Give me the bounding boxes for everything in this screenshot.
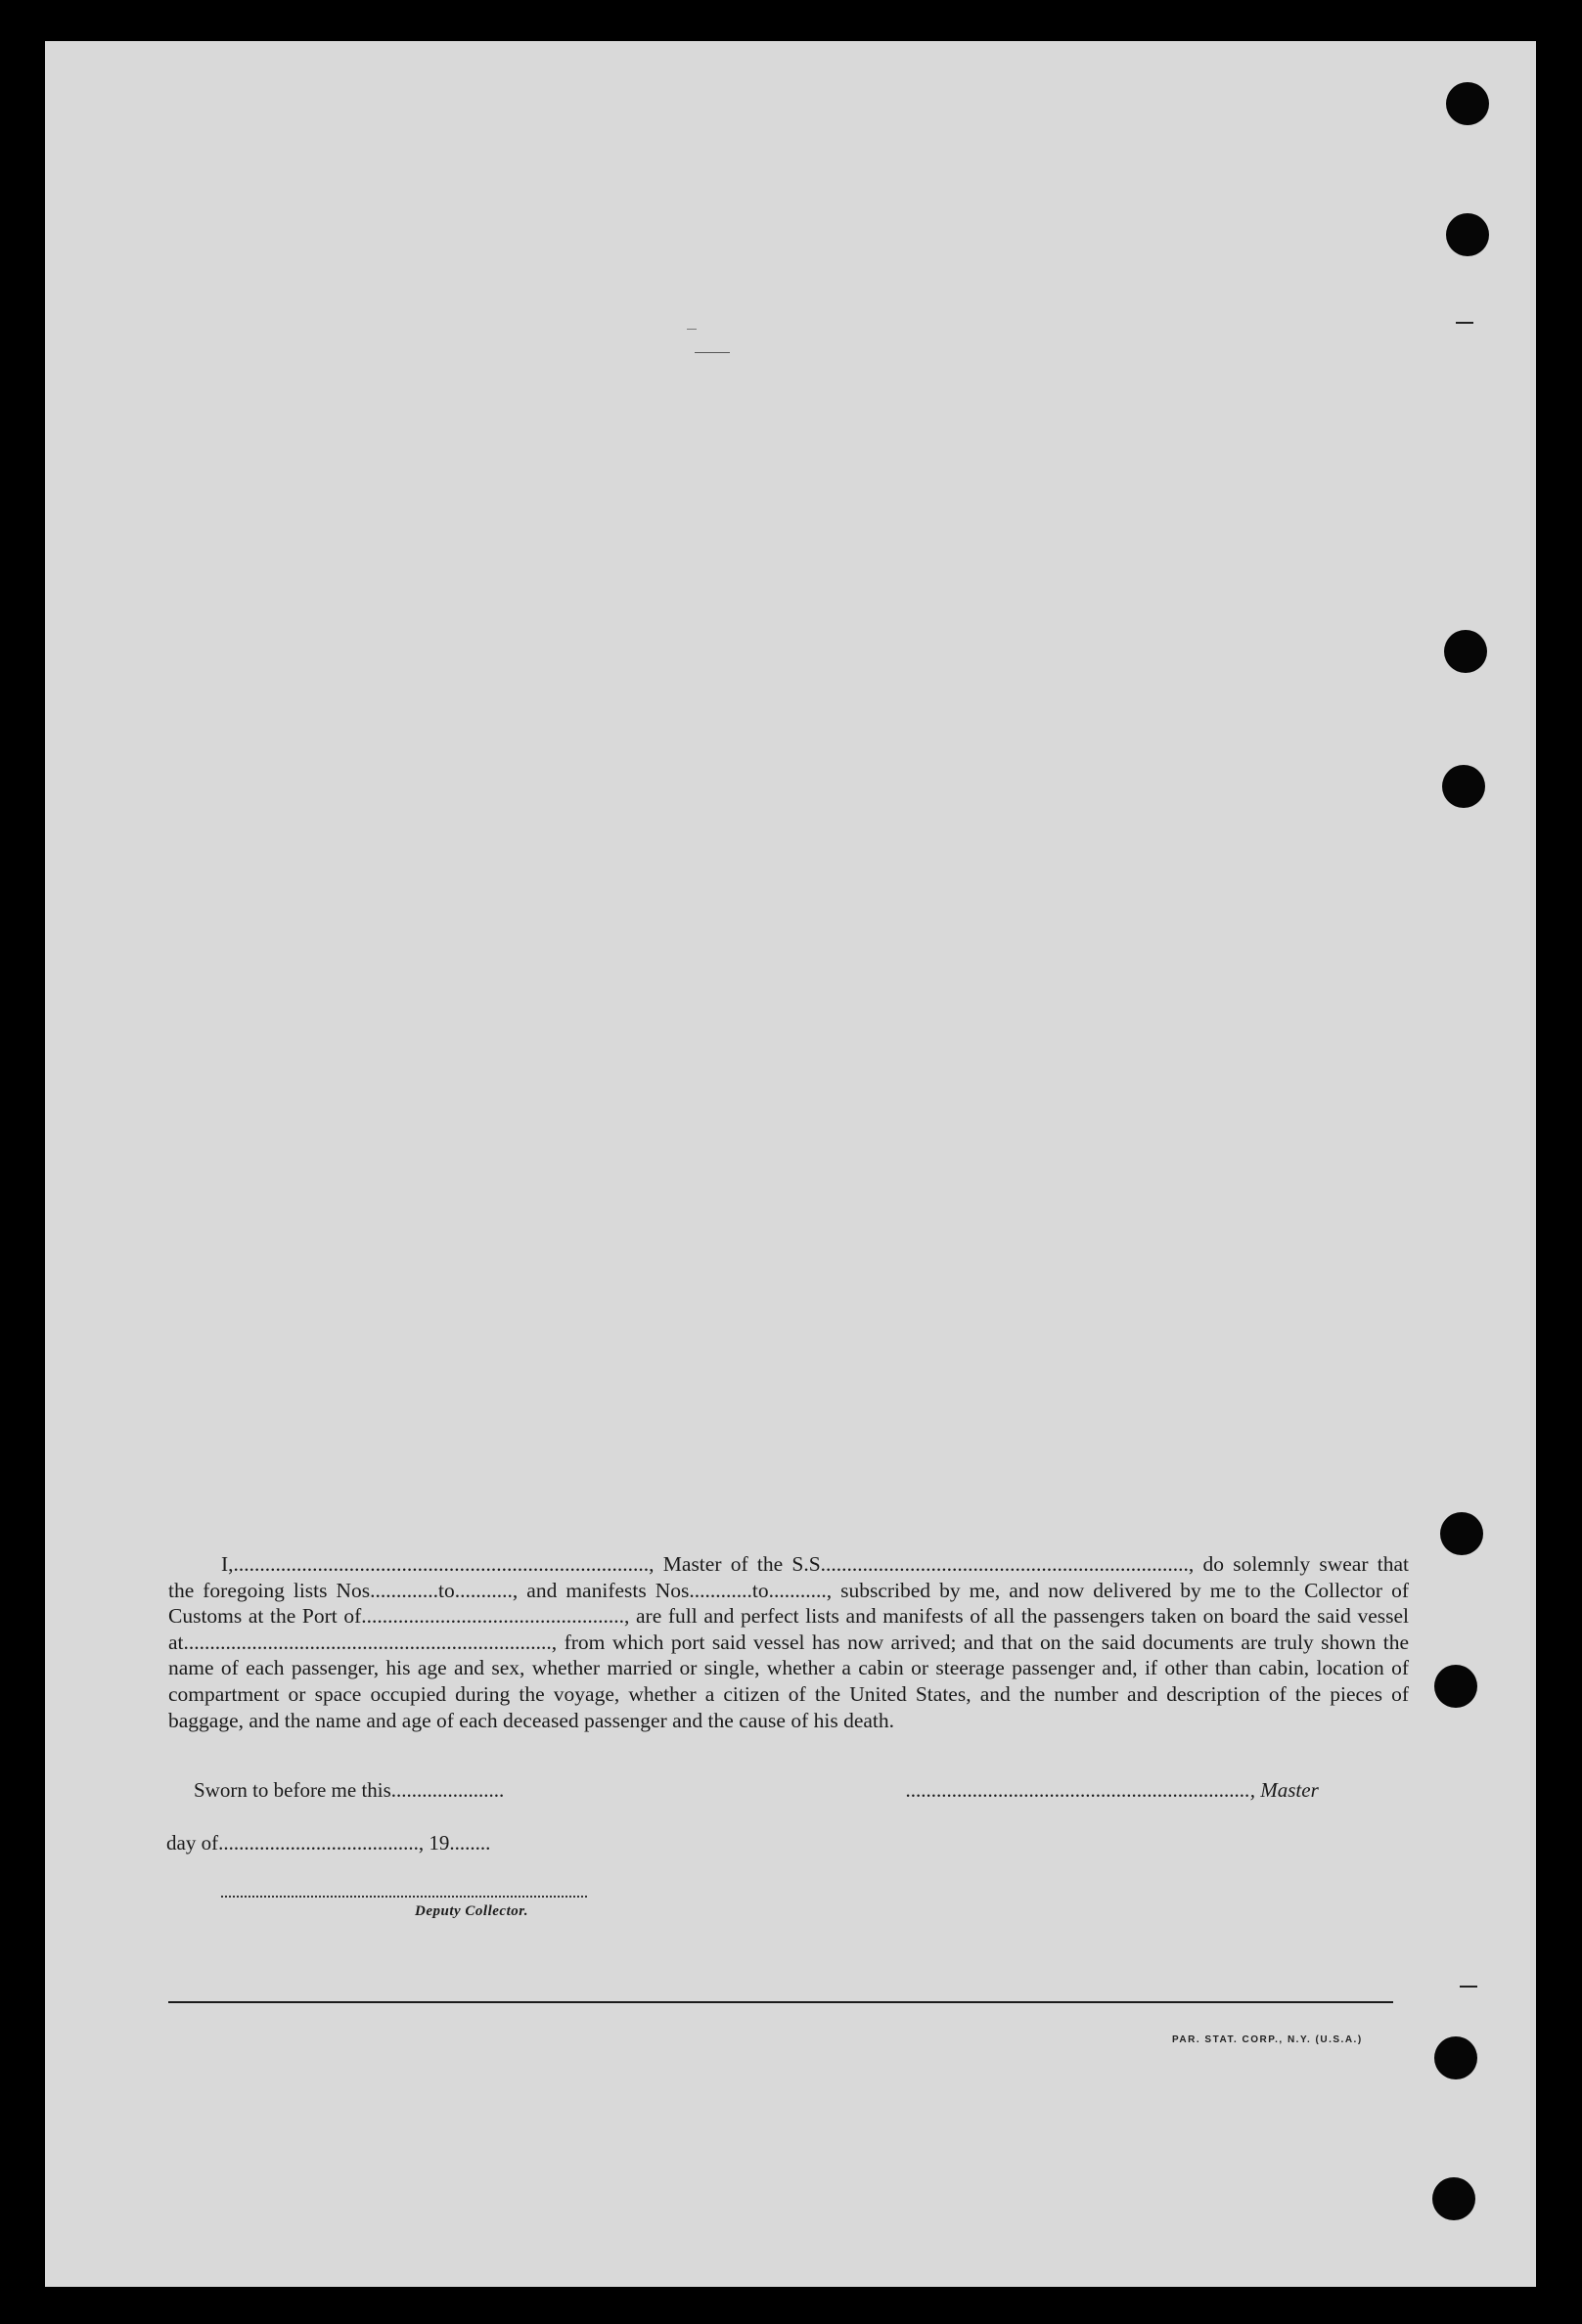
punch-hole xyxy=(1440,1512,1483,1555)
deputy-collector-label: Deputy Collector. xyxy=(415,1903,528,1919)
edge-tick-mark xyxy=(1460,1986,1477,1988)
printer-imprint: PAR. STAT. CORP., N.Y. (U.S.A.) xyxy=(1172,2034,1363,2045)
punch-hole xyxy=(1434,2036,1477,2079)
document-page xyxy=(45,41,1536,2287)
stray-mark xyxy=(695,352,730,353)
deputy-signature-line xyxy=(221,1896,587,1898)
punch-hole xyxy=(1442,765,1485,808)
oath-paragraph: I,..............................................................................., Master of the S.S......................................................................, do solemnly swear that the foregoing lists Nos.............to..........., and manifests Nos............to..........., subscribed by me, and now delivered by me to the Collector of Customs at the Port of.................................................., are full and perfect lists and manifests of all the passengers taken on board the said vessel at......................................................................, from which port said vessel has now arrived; and that on the said documents are truly shown the name of each passenger, his age and sex, whether married or single, whether a cabin or steerage passenger and, if other than cabin, location of compartment or space occupied during the voyage, whether a citizen of the United States, and the number and description of the pieces of baggage, and the name and age of each deceased passenger and the cause of his death. xyxy=(168,1552,1409,1732)
punch-hole xyxy=(1434,1665,1477,1708)
punch-hole xyxy=(1446,82,1489,125)
bottom-rule xyxy=(168,2001,1393,2003)
punch-hole xyxy=(1432,2177,1475,2220)
master-signature-line: ..................................................................., Master xyxy=(906,1778,1319,1802)
stray-mark xyxy=(687,329,697,330)
punch-hole xyxy=(1446,213,1489,256)
edge-tick-mark xyxy=(1456,322,1473,324)
day-of-line: day of......................................., 19........ xyxy=(166,1831,491,1855)
punch-hole xyxy=(1444,630,1487,673)
sworn-line: Sworn to before me this...................... xyxy=(194,1778,505,1802)
